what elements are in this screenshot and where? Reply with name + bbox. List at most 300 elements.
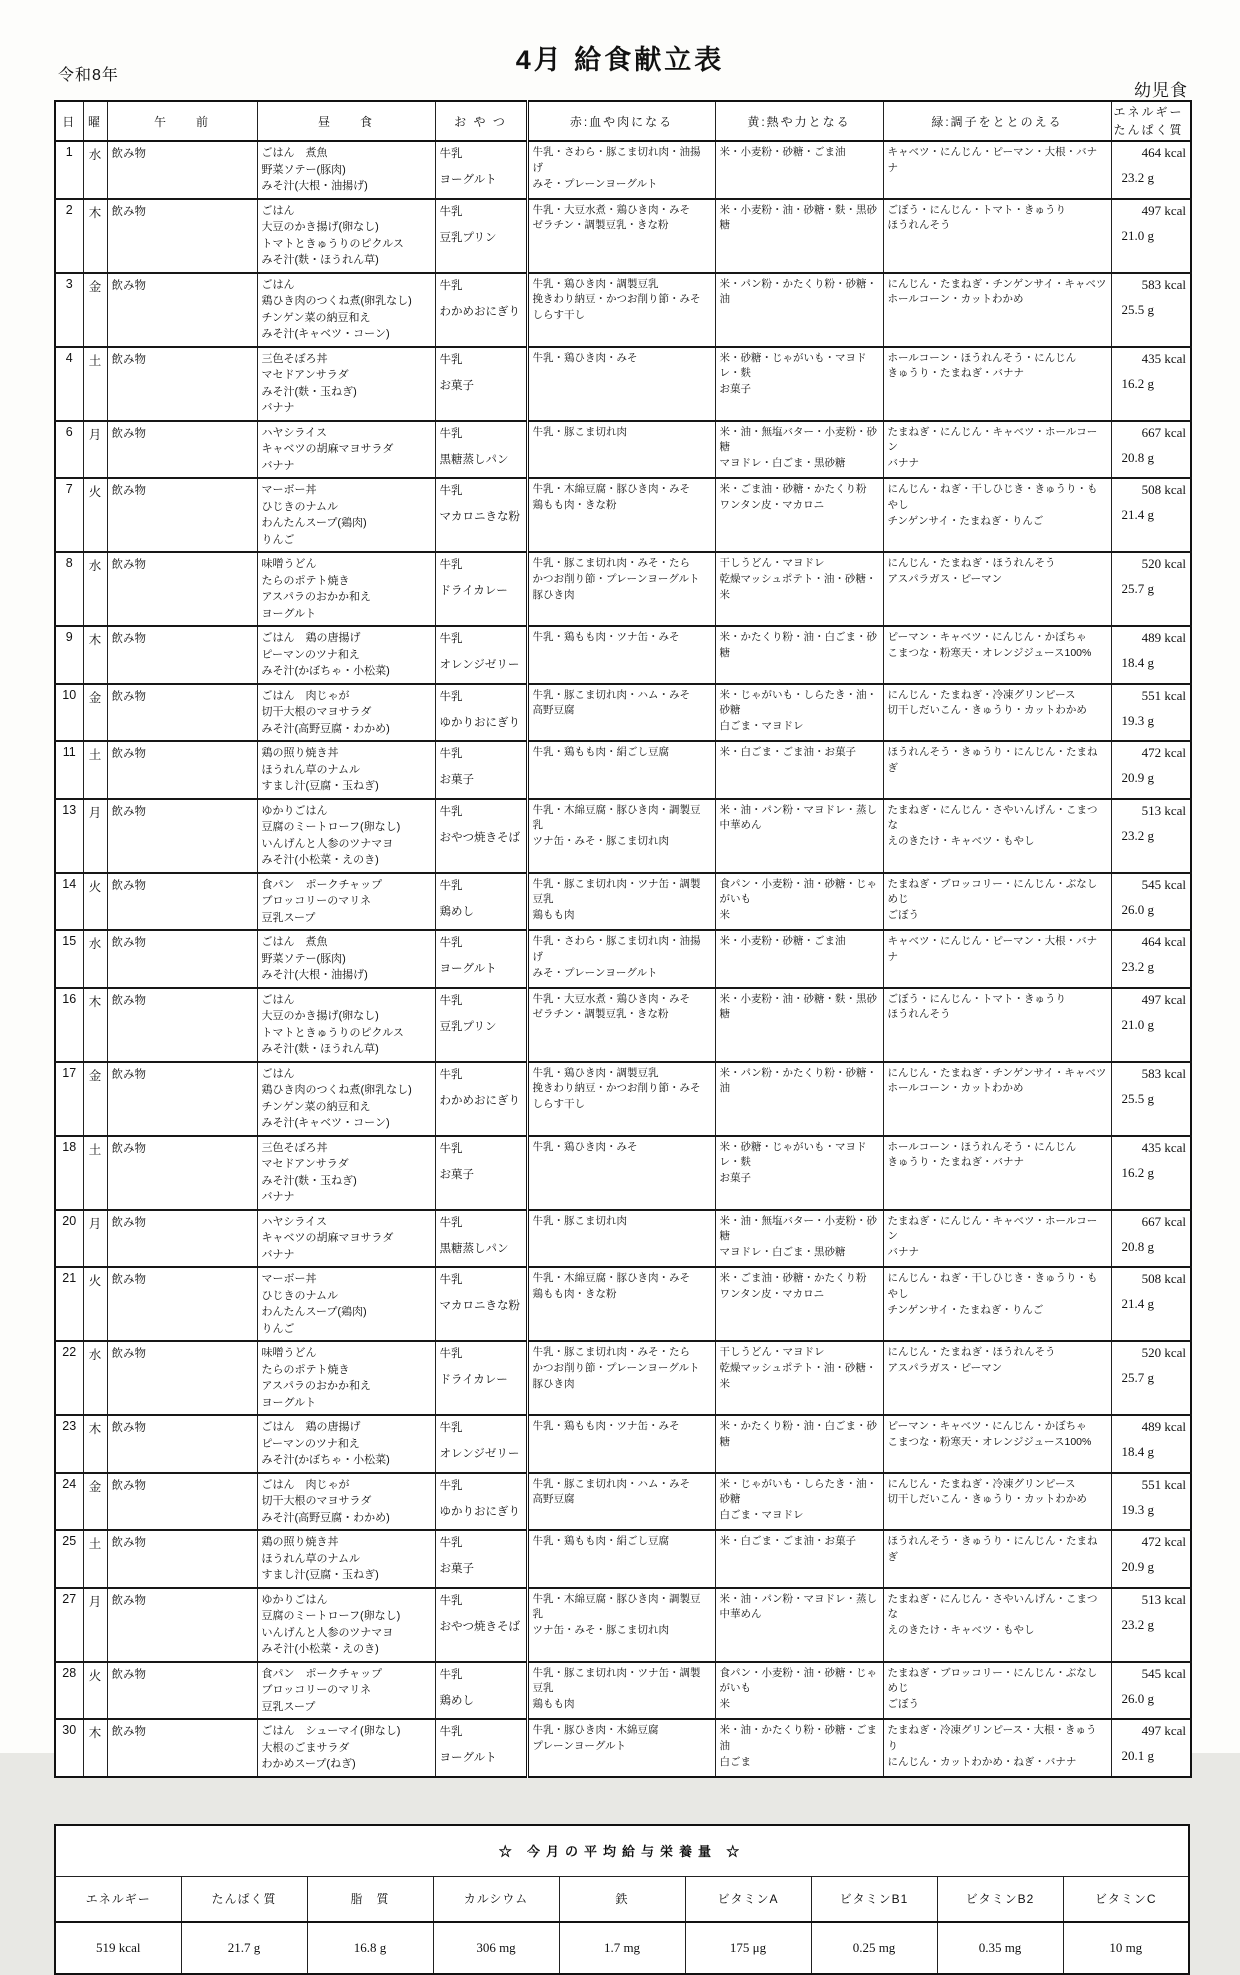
text-line: ピーマン・キャベツ・にんじん・かぼちゃ: [887, 1420, 1087, 1432]
text-line: バナナ: [887, 457, 919, 469]
text-line: 牛乳・鶏ひき肉・みそ: [532, 1140, 638, 1153]
text-line: 白ごま・マヨドレ: [719, 1509, 804, 1521]
yellow-group-cell: [715, 930, 883, 988]
table-row: [55, 1062, 1191, 1136]
lunch-cell: [257, 1341, 435, 1415]
text-line: みそ汁(麩・玉ねぎ): [261, 385, 357, 398]
day-cell: 4: [55, 347, 83, 421]
text-line: 米・かたくり粉・油・白ごま・砂糖: [719, 1420, 877, 1448]
protein-value: 20.9 g: [1121, 770, 1154, 785]
text-line: 牛乳・木綿豆腐・豚ひき肉・調製豆乳: [532, 803, 701, 832]
text-line: 切干しだいこん・きゅうり・カットわかめ: [887, 704, 1087, 717]
text-line: 鶏の照り焼き丼: [261, 747, 339, 759]
text-line: えのきたけ・キャベツ・もやし: [887, 1624, 1035, 1636]
lunch-cell: [257, 478, 435, 552]
text-line: ゼラチン・調製豆乳・きな粉: [532, 219, 669, 232]
energy-cell: [1111, 799, 1191, 873]
red-group-cell: [527, 684, 715, 742]
yellow-group-cell: [715, 141, 883, 199]
morning-cell: 飲み物: [107, 1473, 257, 1531]
text-line: すまし汁(豆腐・玉ねぎ): [261, 780, 379, 792]
document-header: [0, 0, 1240, 100]
text-line: 牛乳・木綿豆腐・豚ひき肉・みそ: [532, 1272, 690, 1284]
day-cell: 24: [55, 1473, 83, 1531]
summary-value: 175 μg: [685, 1922, 811, 1974]
text-line: わかめスープ(ねぎ): [261, 1758, 356, 1770]
energy-cell: [1111, 347, 1191, 421]
text-line: 牛乳: [439, 148, 463, 160]
lunch-cell: [257, 1210, 435, 1268]
text-line: にんじん・ねぎ・干しひじき・きゅうり・もやし: [887, 483, 1098, 511]
text-line: 牛乳・豚こま切れ肉・ハム・みそ: [532, 688, 690, 701]
summary-col-header: ビタミンB2: [937, 1876, 1063, 1922]
weekday-cell: 木: [83, 1719, 107, 1777]
day-cell: 13: [55, 799, 83, 873]
text-line: ほうれんそう: [887, 219, 951, 232]
text-line: 牛乳・大豆水煮・鶏ひき肉・みそ: [532, 992, 690, 1005]
text-line: ほうれん草のナムル: [261, 1552, 360, 1565]
summary-value: 519 kcal: [55, 1922, 181, 1974]
energy-cell: [1111, 1210, 1191, 1268]
weekday-cell: 木: [83, 1415, 107, 1473]
text-line: ごはん 肉じゃが: [261, 689, 350, 702]
text-line: 牛乳: [439, 485, 463, 497]
red-group-cell: [527, 1062, 715, 1136]
text-line: 干しうどん・マヨドレ: [719, 1346, 825, 1358]
text-line: バナナ: [261, 459, 295, 472]
text-line: みそ汁(小松菜・えのき): [261, 854, 379, 866]
text-line: 食パン・小麦粉・油・砂糖・じゃがいも: [719, 1666, 877, 1695]
morning-cell: 飲み物: [107, 347, 257, 421]
morning-cell: 飲み物: [107, 552, 257, 626]
text-line: 米・油・無塩バター・小麦粉・砂糖: [719, 425, 877, 454]
lunch-cell: [257, 347, 435, 421]
weekday-cell: 月: [83, 1588, 107, 1662]
table-row: [55, 1473, 1191, 1531]
snack-cell: [435, 988, 527, 1062]
col-header-red-group: 赤:血や肉になる: [527, 101, 715, 141]
text-line: たまねぎ・冷凍グリンピース・大根・きゅうり: [887, 1724, 1097, 1752]
morning-cell: 飲み物: [107, 626, 257, 684]
summary-value: 0.35 mg: [937, 1922, 1063, 1974]
weekday-cell: 木: [83, 626, 107, 684]
energy-cell: [1111, 1530, 1191, 1588]
snack-cell: [435, 273, 527, 347]
morning-cell: 飲み物: [107, 799, 257, 873]
text-line: ごはん: [261, 278, 295, 291]
day-cell: 2: [55, 199, 83, 273]
green-group-cell: [883, 1210, 1111, 1268]
text-line: たらのポテト焼き: [261, 574, 350, 587]
text-line: キャベツ・にんじん・ピーマン・大根・バナナ: [887, 146, 1098, 174]
green-group-cell: [883, 552, 1111, 626]
day-cell: 17: [55, 1062, 83, 1136]
text-line: お菓子: [719, 383, 751, 395]
text-line: 牛乳: [439, 205, 463, 218]
red-group-cell: [527, 873, 715, 931]
text-line: キャベツの胡麻マヨサラダ: [261, 443, 394, 455]
text-line: 豆乳スープ: [261, 911, 316, 924]
table-row: [55, 421, 1191, 479]
snack-cell: [435, 1136, 527, 1210]
text-line: 鶏めし: [439, 905, 474, 918]
day-cell: 10: [55, 684, 83, 742]
summary-title-row: [55, 1825, 1189, 1877]
protein-value: 21.0 g: [1121, 227, 1154, 243]
green-group-cell: [883, 626, 1111, 684]
text-line: 切干大根のマヨサラダ: [261, 1495, 372, 1507]
table-row: [55, 799, 1191, 873]
text-line: 牛乳・鶏ひき肉・みそ: [532, 351, 638, 364]
text-line: 牛乳: [439, 690, 463, 703]
text-line: 牛乳: [439, 1668, 463, 1681]
text-line: 牛乳・さわら・豚こま切れ肉・油揚げ: [532, 935, 701, 963]
text-line: トマトときゅうりのピクルス: [261, 1026, 404, 1039]
morning-cell: 飲み物: [107, 1415, 257, 1473]
text-line: 米・油・かたくり粉・砂糖・ごま油: [719, 1724, 877, 1752]
text-line: ごはん: [261, 204, 295, 217]
red-group-cell: [527, 930, 715, 988]
text-line: チンゲン菜の納豆和え: [261, 1100, 371, 1113]
red-group-cell: [527, 626, 715, 684]
summary-col-header: ビタミンA: [685, 1876, 811, 1922]
red-group-cell: [527, 1210, 715, 1268]
summary-col-header: たんぱく質: [181, 1876, 307, 1922]
weekday-cell: 月: [83, 799, 107, 873]
text-line: お菓子: [439, 774, 474, 786]
morning-cell: 飲み物: [107, 1267, 257, 1341]
text-line: ピーマンのツナ和え: [261, 1437, 360, 1450]
energy-value: 489 kcal: [1141, 1419, 1186, 1434]
morning-cell: 飲み物: [107, 141, 257, 199]
menu-table: [54, 100, 1192, 1778]
lunch-cell: [257, 799, 435, 873]
text-line: 食パン ポークチャップ: [261, 1667, 383, 1680]
text-line: 高野豆腐: [532, 1493, 575, 1506]
text-line: 黒糖蒸しパン: [439, 1242, 509, 1255]
col-header-weekday: 曜: [83, 101, 107, 141]
summary-value: 10 mg: [1063, 1922, 1189, 1974]
summary-value: 1.7 mg: [559, 1922, 685, 1974]
text-line: ドライカレー: [439, 1374, 508, 1386]
text-line: みそ汁(キャベツ・コーン): [261, 328, 390, 340]
text-line: 牛乳: [439, 1422, 463, 1434]
text-line: トマトときゅうりのピクルス: [261, 237, 404, 250]
col-header-morning: 午 前: [107, 101, 257, 141]
text-line: ハヤシライス: [261, 426, 327, 439]
text-line: プレーンヨーグルト: [532, 1739, 627, 1752]
table-row: [55, 1341, 1191, 1415]
text-line: 野菜ソテー(豚肉): [261, 952, 346, 965]
lunch-cell: [257, 741, 435, 799]
text-line: たまねぎ・にんじん・キャベツ・ホールコーン: [887, 1214, 1098, 1243]
text-line: ごはん シューマイ(卵なし): [261, 1725, 401, 1737]
green-group-cell: [883, 478, 1111, 552]
text-line: ほうれん草のナムル: [261, 763, 360, 776]
green-group-cell: [883, 199, 1111, 273]
summary-header-row: [55, 1876, 1189, 1922]
protein-value: 23.2 g: [1121, 959, 1154, 974]
snack-cell: [435, 684, 527, 742]
morning-cell: 飲み物: [107, 873, 257, 931]
green-group-cell: [883, 1662, 1111, 1720]
energy-value: 472 kcal: [1141, 745, 1186, 760]
energy-cell: [1111, 626, 1191, 684]
text-line: ホールコーン・ほうれんそう・にんじん: [887, 1140, 1077, 1153]
snack-cell: [435, 1473, 527, 1531]
nutrition-summary-table: [54, 1824, 1190, 1975]
protein-value: 18.4 g: [1121, 655, 1154, 670]
yellow-group-cell: [715, 1588, 883, 1662]
energy-value: 508 kcal: [1141, 482, 1186, 497]
text-line: 米・油・パン粉・マヨドレ・蒸し中華めん: [719, 803, 877, 832]
text-line: みそ汁(キャベツ・コーン): [261, 1117, 390, 1129]
protein-value: 19.3 g: [1121, 1501, 1154, 1517]
summary-col-header: ビタミンC: [1063, 1876, 1189, 1922]
text-line: 牛乳: [439, 559, 463, 571]
text-line: 米・じゃがいも・しらたき・油・砂糖: [719, 1477, 877, 1506]
protein-value: 23.2 g: [1121, 170, 1154, 185]
text-line: 味噌うどん: [261, 558, 317, 570]
weekday-cell: 土: [83, 741, 107, 799]
energy-value: 583 kcal: [1141, 1065, 1186, 1081]
text-line: みそ汁(麩・ほうれん草): [261, 1043, 379, 1055]
summary-value: 16.8 g: [307, 1922, 433, 1974]
yellow-group-cell: [715, 1662, 883, 1720]
text-line: 鶏もも肉・きな粉: [532, 1287, 617, 1300]
text-line: キャベツ・にんじん・ピーマン・大根・バナナ: [887, 935, 1098, 963]
energy-cell: [1111, 1062, 1191, 1136]
text-line: 米・パン粉・かたくり粉・砂糖・油: [719, 277, 877, 306]
text-line: みそ汁(かぼちゃ・小松菜): [261, 1454, 390, 1466]
text-line: マーボー丼: [261, 1273, 317, 1285]
energy-cell: [1111, 273, 1191, 347]
morning-cell: 飲み物: [107, 273, 257, 347]
col-header-green-group: 緑:調子をととのえる: [883, 101, 1111, 141]
text-line: 米: [719, 1698, 730, 1710]
text-line: みそ汁(大根・油揚げ): [261, 180, 368, 192]
text-line: こまつな・粉寒天・オレンジジュース100%: [887, 646, 1092, 659]
energy-value: 489 kcal: [1141, 630, 1186, 645]
snack-cell: [435, 478, 527, 552]
energy-value: 545 kcal: [1141, 876, 1186, 892]
yellow-group-cell: [715, 873, 883, 931]
text-line: たまねぎ・にんじん・さやいんげん・こまつな: [887, 1592, 1098, 1621]
table-row: [55, 347, 1191, 421]
text-line: ゆかりおにぎり: [439, 1505, 520, 1518]
green-group-cell: [883, 1719, 1111, 1777]
text-line: ひじきのナムル: [261, 500, 338, 513]
energy-value: 520 kcal: [1141, 556, 1186, 571]
energy-value: 667 kcal: [1141, 1213, 1186, 1229]
text-line: 鶏もも肉: [532, 909, 575, 921]
text-line: 米・小麦粉・砂糖・ごま油: [719, 146, 846, 158]
snack-cell: [435, 930, 527, 988]
menu-table-container: [54, 100, 1190, 1975]
red-group-cell: [527, 1473, 715, 1531]
text-line: 牛乳: [439, 1726, 463, 1738]
energy-cell: [1111, 1473, 1191, 1531]
text-line: 豚ひき肉: [532, 1377, 575, 1390]
text-line: ごぼう・にんじん・トマト・きゅうり: [887, 992, 1066, 1005]
yellow-group-cell: [715, 799, 883, 873]
day-cell: 14: [55, 873, 83, 931]
green-group-cell: [883, 1062, 1111, 1136]
text-line: ピーマン・キャベツ・にんじん・かぼちゃ: [887, 631, 1087, 643]
energy-value: 472 kcal: [1141, 1534, 1186, 1549]
protein-value: 26.0 g: [1121, 901, 1154, 917]
table-row: [55, 1662, 1191, 1720]
day-cell: 3: [55, 273, 83, 347]
protein-value: 26.0 g: [1121, 1690, 1154, 1706]
text-line: にんじん・たまねぎ・チンゲンサイ・キャベツ: [887, 1066, 1107, 1079]
table-row: [55, 478, 1191, 552]
day-cell: 6: [55, 421, 83, 479]
energy-cell: [1111, 421, 1191, 479]
yellow-group-cell: [715, 741, 883, 799]
energy-cell: [1111, 873, 1191, 931]
yellow-group-cell: [715, 1341, 883, 1415]
text-line: 大豆のかき揚げ(卵なし): [261, 1010, 379, 1022]
morning-cell: 飲み物: [107, 199, 257, 273]
text-line: アスパラのおかか和え: [261, 591, 372, 603]
text-line: 干しうどん・マヨドレ: [719, 557, 825, 569]
col-header-energy: [1111, 101, 1191, 141]
text-line: 鶏めし: [439, 1694, 474, 1707]
text-line: バナナ: [887, 1246, 919, 1258]
green-group-cell: [883, 1341, 1111, 1415]
morning-cell: 飲み物: [107, 478, 257, 552]
green-group-cell: [883, 1530, 1111, 1588]
protein-value: 25.5 g: [1121, 301, 1154, 317]
text-line: 切干大根のマヨサラダ: [261, 706, 372, 718]
text-line: ゆかりごはん: [261, 1593, 328, 1606]
green-group-cell: [883, 141, 1111, 199]
weekday-cell: 金: [83, 1473, 107, 1531]
yellow-group-cell: [715, 478, 883, 552]
protein-value: 19.3 g: [1121, 712, 1154, 728]
text-line: にんじん・たまねぎ・ほうれんそう: [887, 1346, 1056, 1358]
text-line: しらす干し: [532, 309, 585, 321]
morning-cell: 飲み物: [107, 930, 257, 988]
text-line: りんご: [261, 1322, 295, 1335]
text-line: みそ汁(麩・玉ねぎ): [261, 1174, 357, 1187]
weekday-cell: 水: [83, 1341, 107, 1415]
weekday-cell: 土: [83, 1530, 107, 1588]
text-line: ほうれんそう・きゅうり・にんじん・たまねぎ: [887, 1535, 1098, 1563]
day-cell: 8: [55, 552, 83, 626]
text-line: 豆腐のミートローフ(卵なし): [261, 1610, 401, 1622]
day-cell: 22: [55, 1341, 83, 1415]
snack-cell: [435, 1341, 527, 1415]
energy-value: 497 kcal: [1141, 1723, 1186, 1738]
energy-value: 513 kcal: [1141, 1591, 1186, 1607]
red-group-cell: [527, 1662, 715, 1720]
day-cell: 25: [55, 1530, 83, 1588]
text-line: 食パン・小麦粉・油・砂糖・じゃがいも: [719, 877, 877, 906]
text-line: ほうれんそう・きゅうり・にんじん・たまねぎ: [887, 746, 1098, 774]
protein-header-line2: たんぱく質: [1113, 123, 1184, 137]
text-line: 牛乳・木綿豆腐・豚ひき肉・調製豆乳: [532, 1592, 701, 1621]
text-line: 牛乳・豚こま切れ肉・ツナ缶・調製豆乳: [532, 877, 701, 906]
text-line: にんじん・たまねぎ・冷凍グリンピース: [887, 688, 1076, 701]
day-cell: 21: [55, 1267, 83, 1341]
text-line: 挽きわり納豆・かつお削り節・みそ: [532, 1082, 701, 1095]
text-line: ごはん: [261, 993, 295, 1006]
text-line: ごはん 煮魚: [261, 936, 328, 948]
text-line: 米・白ごま・ごま油・お菓子: [719, 746, 856, 758]
summary-col-header: エネルギー: [55, 1876, 181, 1922]
lunch-cell: [257, 988, 435, 1062]
protein-value: 21.4 g: [1121, 1296, 1154, 1311]
snack-cell: [435, 1267, 527, 1341]
protein-value: 20.8 g: [1121, 1238, 1154, 1254]
text-line: ホールコーン・カットわかめ: [887, 293, 1024, 306]
text-line: 牛乳・木綿豆腐・豚ひき肉・みそ: [532, 483, 690, 495]
energy-value: 551 kcal: [1141, 687, 1186, 703]
text-line: 三色そぼろ丼: [261, 352, 328, 365]
text-line: チンゲンサイ・たまねぎ・りんご: [887, 1303, 1044, 1316]
day-cell: 9: [55, 626, 83, 684]
energy-cell: [1111, 1415, 1191, 1473]
text-line: 米・砂糖・じゃがいも・マヨドレ・麩: [719, 1140, 867, 1169]
page-title: 4月 給食献立表: [515, 45, 725, 75]
text-line: いんげんと人参のツナマヨ: [261, 1626, 394, 1639]
yellow-group-cell: [715, 347, 883, 421]
green-group-cell: [883, 684, 1111, 742]
text-line: 米・白ごま・ごま油・お菓子: [719, 1535, 856, 1547]
text-line: 牛乳: [439, 748, 463, 760]
yellow-group-cell: [715, 988, 883, 1062]
text-line: 牛乳: [439, 994, 463, 1007]
text-line: ツナ缶・みそ・豚こま切れ肉: [532, 835, 669, 847]
table-row: [55, 552, 1191, 626]
yellow-group-cell: [715, 1530, 883, 1588]
snack-cell: [435, 799, 527, 873]
era-year-label: 令和8年: [58, 67, 119, 84]
text-line: 大根のごまサラダ: [261, 1741, 350, 1754]
lunch-cell: [257, 273, 435, 347]
text-line: ヨーグルト: [439, 174, 497, 186]
text-line: きゅうり・たまねぎ・バナナ: [887, 367, 1024, 380]
morning-cell: 飲み物: [107, 421, 257, 479]
text-line: にんじん・たまねぎ・ほうれんそう: [887, 557, 1056, 569]
text-line: お菓子: [719, 1172, 751, 1184]
red-group-cell: [527, 421, 715, 479]
text-line: みそ汁(高野豆腐・わかめ): [261, 722, 390, 735]
red-group-cell: [527, 347, 715, 421]
protein-value: 21.0 g: [1121, 1016, 1154, 1032]
day-cell: 15: [55, 930, 83, 988]
text-line: きゅうり・たまねぎ・バナナ: [887, 1156, 1024, 1169]
weekday-cell: 金: [83, 273, 107, 347]
text-line: 牛乳: [439, 1068, 463, 1081]
protein-value: 18.4 g: [1121, 1444, 1154, 1459]
text-line: 米・油・無塩バター・小麦粉・砂糖: [719, 1214, 877, 1243]
energy-cell: [1111, 930, 1191, 988]
protein-value: 20.8 g: [1121, 449, 1154, 465]
lunch-cell: [257, 1136, 435, 1210]
protein-value: 23.2 g: [1121, 827, 1154, 843]
day-cell: 16: [55, 988, 83, 1062]
morning-cell: 飲み物: [107, 988, 257, 1062]
text-line: お菓子: [439, 379, 474, 392]
text-line: ピーマンのツナ和え: [261, 648, 360, 661]
yellow-group-cell: [715, 1210, 883, 1268]
red-group-cell: [527, 552, 715, 626]
red-group-cell: [527, 1588, 715, 1662]
text-line: ハヤシライス: [261, 1215, 327, 1228]
